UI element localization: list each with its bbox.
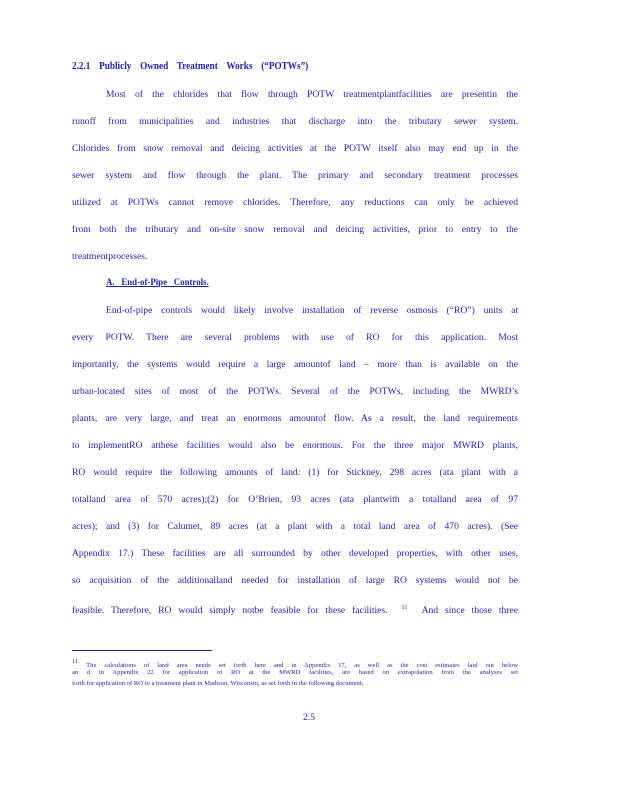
paragraph-line: plants, are very large, and treat an enormous amountof flow. As a result, the land requirements: [72, 413, 518, 424]
footnote-marker: 11: [72, 658, 79, 665]
paragraph-line: every POTW. There are several problems with use of RO for this application. Most: [72, 332, 518, 343]
paragraph-line: so acquisition of the additionalland needed for installation of large RO systems would not be: [72, 575, 518, 586]
paragraph-line: [72, 602, 518, 617]
page-number: 2.5: [303, 712, 315, 723]
paragraph-line: Appendix 17.) These facilities are all surrounded by other developed properties, with other uses,: [72, 548, 518, 559]
paragraph-line: Most of the chlorides that flow through POTW treatmentplantfacilities are presentin the: [106, 89, 518, 100]
footnote-text: The calculations of land area needs set forth here and in Appendix 17, as well as the cost estimates laid out below: [86, 662, 518, 669]
footnote-line: forth for application of RO to a treatment plant in Madison, Wisconsin, as set forth in the following document:: [72, 680, 364, 687]
footnote-line: an d in Appendix 22 for application of RO at the MWRD facilities, are based on extrapolation from the analyses set: [72, 669, 518, 676]
footnote-reference[interactable]: 11: [401, 604, 408, 611]
paragraph-line: from both the tributary and on-site snow removal and deicing activities, prior to entry to the: [72, 224, 518, 235]
paragraph-line: End-of-pipe controls would likely involve installation of reverse osmosis (“RO”) units at: [106, 305, 518, 316]
paragraph-line: runoff from municipalities and industries that discharge into the tributary sewer system.: [72, 116, 518, 127]
footnote-divider: [72, 650, 212, 651]
paragraph-line-tail: And since those three: [421, 605, 519, 616]
paragraph-line: RO would require the following amounts of land: (1) for Stickney, 298 acres (ata plant with a: [72, 467, 518, 478]
section-heading: 2.2.1 Publicly Owned Treatment Works (“POTWs”): [72, 61, 309, 72]
paragraph-line: sewer system and flow through the plant. The primary and secondary treatment processes: [72, 170, 518, 181]
paragraph-line: to implementRO atthese facilities would also be enormous. For the three major MWRD plants,: [72, 440, 518, 451]
paragraph-line: Chlorides from snow removal and deicing activities at the POTW itself also may end up in the: [72, 143, 518, 154]
paragraph-line: importantly, the systems would require a large amountof land – more than is available on the: [72, 359, 518, 370]
paragraph-line: treatmentprocesses.: [72, 251, 148, 262]
paragraph-line: urban-located sites of most of the POTWs. Several of the POTWs, including the MWRD’s: [72, 386, 518, 397]
paragraph-line: totalland area of 570 acres);(2) for O’Brien, 93 acres (ata plantwith a totalland area of 97: [72, 494, 518, 505]
paragraph-line-text: feasible. Therefore, RO would simply notbe feasible for these facilities.: [72, 605, 388, 616]
subsection-heading: A. End-of-Pipe Controls.: [106, 277, 209, 288]
paragraph-line: utilized at POTWs cannot remove chlorides. Therefore, any reductions can only be achieved: [72, 197, 518, 208]
paragraph-line: acres); and (3) for Calumet, 89 acres (at a plant with a total land area of 470 acres). (See: [72, 521, 518, 532]
